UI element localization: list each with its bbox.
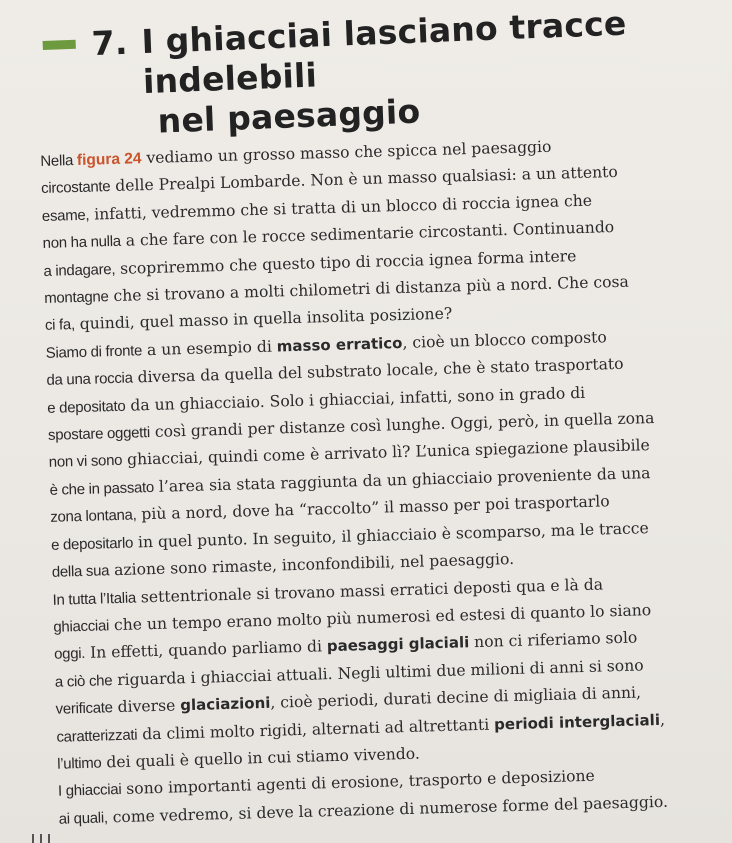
line-lead-words: l’ultimo — [56, 754, 102, 773]
line-text: diverse — [112, 696, 181, 717]
bold-term: glaciazioni — [180, 693, 271, 715]
line-text: diversa da quella del substrato locale, che è stato trasportato — [132, 355, 624, 387]
line-lead-words: ghiacciai — [53, 617, 110, 636]
line-lead-words: In tutta l’Italia — [52, 589, 137, 609]
line-lead-words: è che in passato — [49, 478, 155, 499]
line-text: ghiacciai, quindi come è arrivato lì? L’unica spiegazione plausibile — [121, 436, 651, 470]
line-lead-words: I ghiacciai — [57, 781, 122, 801]
line-text: riguarda i ghiacciai attuali. Negli ultimi due milioni di anni si sono — [111, 656, 644, 689]
line-lead-words: da una roccia — [46, 369, 133, 390]
line-lead-words: e depositato — [47, 397, 126, 417]
line-text: così grandi per distanze così lunghe. Oggi, però, in quella zona — [149, 409, 655, 442]
line-lead-words: e depositarlo — [50, 534, 134, 554]
line-text: In effetti, quando parliamo di — [84, 637, 328, 663]
line-text: azione sono rimaste, inconfondibili, nel paesaggio. — [108, 550, 515, 580]
line-text: settentrionale si trovano massi erratici deposti qua e là da — [135, 574, 604, 606]
line-text: infatti, vedremmo che si tratta di un blocco di roccia ignea che — [89, 191, 593, 224]
line-text: a che fare con le rocce sedimentarie circostanti. Continuando — [120, 218, 615, 250]
line-lead-words: non ha nulla — [42, 233, 122, 253]
line-lead-words: caratterizzati — [56, 726, 138, 746]
figure-reference-link: figura 24 — [76, 150, 142, 169]
line-text: l’area sia stata raggiunta da un ghiacciaio proveniente da una — [153, 463, 651, 496]
line-lead-words: a ciò che — [54, 671, 113, 691]
line-text: in quel punto. In seguito, il ghiacciaio è scomparso, ma le tracce — [132, 518, 649, 552]
line-text: sono importanti agenti di erosione, trasporto e deposizione — [121, 767, 595, 799]
line-lead-words: circostante — [40, 178, 111, 198]
line-lead-words: Nella — [40, 151, 78, 170]
line-lead-words: spostare oggetti — [47, 424, 151, 444]
line-lead-words: montagne — [43, 288, 109, 307]
body-text — [40, 129, 732, 833]
bold-term: masso erratico — [276, 333, 403, 356]
line-text: come vedremo, si deve la creazione di numerose forme del paesaggio. — [107, 792, 669, 827]
line-lead-words: Siamo di fronte — [45, 342, 143, 362]
line-text: da un ghiacciaio. Solo i ghiacciai, infatti, sono in grado di — [125, 383, 586, 415]
line-text: che si trovano a molti chilometri di distanza più a nord. Che cosa — [108, 272, 630, 306]
bold-term: paesaggi glaciali — [326, 633, 470, 656]
line-lead-words: oggi. — [53, 645, 86, 664]
line-lead-words: ai quali, — [58, 809, 108, 828]
line-text-tail: , cioè un blocco composto — [402, 328, 608, 352]
chapter-title-line-2: nel paesaggio — [156, 91, 421, 141]
line-lead-words: non vi sono — [48, 452, 123, 472]
line-text: che un tempo erano molto più numerosi ed estesi di quanto lo siano — [108, 601, 652, 635]
line-text: da climi molto rigidi, alternati ad altrettanti — [136, 715, 495, 744]
chapter-number: 7. — [90, 22, 129, 64]
chapter-heading — [42, 0, 726, 146]
line-lead-words: verificate — [55, 699, 113, 718]
line-lead-words: zona lontana, — [50, 506, 137, 527]
bold-term: periodi interglaciali — [493, 710, 661, 734]
line-lead-words: ci fa, — [44, 316, 76, 335]
line-lead-words: esame, — [41, 206, 90, 225]
line-lead-words: a indagare, — [43, 260, 116, 280]
line-text: delle Prealpi Lombarde. Non è un masso qualsiasi: a un attento — [110, 163, 619, 196]
line-text: dei quali è quello in cui stiamo vivendo. — [101, 744, 421, 772]
page-edge-marks — [30, 830, 90, 843]
line-text-tail: non ci riferiamo solo — [468, 628, 638, 652]
line-text: a un esempio di — [141, 337, 278, 360]
line-lead-words: della sua — [51, 562, 110, 581]
line-text: quindi, quel masso in quella insolita posizione? — [74, 304, 453, 334]
line-text-tail: , cioè periodi, durati decine di migliaia di anni, — [270, 683, 642, 712]
line-text: vediamo un grosso masso che spicca nel paesaggio — [141, 137, 552, 168]
line-text: più a nord, dove ha “raccolto” il masso per poi trasportarlo — [136, 492, 610, 524]
line-text-tail: , — [659, 710, 666, 729]
chapter-marker-bar — [43, 40, 76, 50]
chapter-title: I ghiacciai lasciano tracce indelebili — [140, 3, 628, 102]
line-text: scopriremmo che questo tipo di roccia ignea forma intere — [114, 246, 577, 278]
